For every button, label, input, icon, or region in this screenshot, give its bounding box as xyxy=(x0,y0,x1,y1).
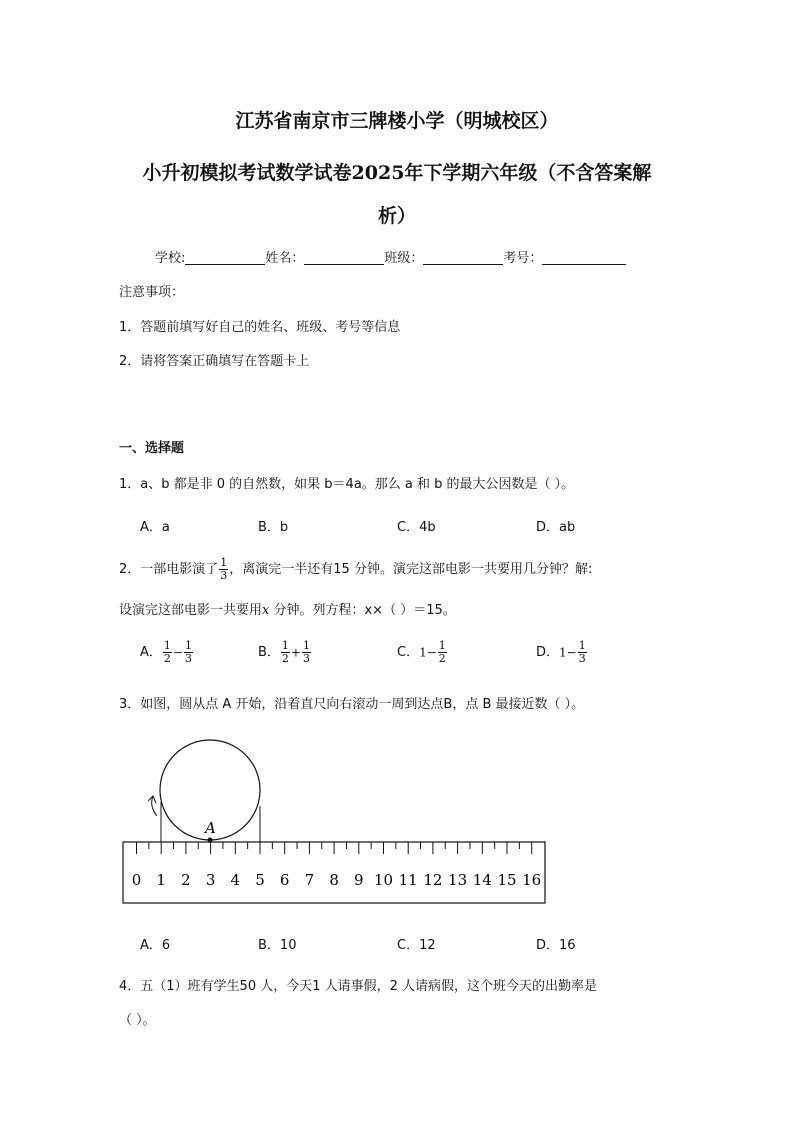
ruler-number: 15 xyxy=(497,871,517,889)
school-label: 学校: xyxy=(155,251,186,266)
q1-option-d[interactable]: D．ab xyxy=(536,520,576,535)
ruler-number: 2 xyxy=(181,871,191,889)
q2-text-before: 2．一部电影演了 xyxy=(119,562,219,577)
name-label: 姓名： xyxy=(265,251,305,266)
q3-option-d[interactable]: D．16 xyxy=(536,938,576,953)
q3-option-a[interactable]: A．6 xyxy=(140,938,171,953)
section-heading: 一、选择题 xyxy=(119,441,185,456)
ruler-number: 14 xyxy=(472,871,492,889)
ruler-number: 1 xyxy=(156,871,166,889)
ruler-number: 8 xyxy=(329,871,339,889)
ruler-ticks xyxy=(137,842,532,854)
q1-option-a[interactable]: A．a xyxy=(140,520,170,535)
q2-option-c[interactable]: C．1− $\frac{1}{2}$ xyxy=(397,639,446,665)
q2-option-d[interactable]: D．1− $\frac{1}{3}$ xyxy=(536,639,586,665)
ruler-number: 16 xyxy=(522,871,542,889)
question-1-text: 1．a、b 都是非 0 的自然数，如果 b＝4a。那么 a 和 b 的最大公因数是（ ）。 xyxy=(119,477,575,492)
notes-heading: 注意事项： xyxy=(119,285,185,300)
question-3-text: 3．如图，圆从点 A 开始，沿着直尺向右滚动一周到达点B，点 B 最接近数（ ）。 xyxy=(119,697,585,712)
ruler-number: 12 xyxy=(423,871,443,889)
q2-option-a[interactable]: A． $\frac{1}{2}$ − $\frac{1}{3}$ xyxy=(140,639,192,665)
exam-title-line3: 析） xyxy=(377,205,416,227)
ruler-number: 13 xyxy=(448,871,468,889)
q1-option-b[interactable]: B．b xyxy=(258,520,289,535)
exam-no-label: 考号： xyxy=(503,251,543,266)
question-2-line2: 设演完这部电影一共要用x 分钟。列方程：x×（ ）＝15。 xyxy=(119,603,456,618)
ruler-numbers xyxy=(132,871,542,889)
note-item-2: 2．请将答案正确填写在答题卡上 xyxy=(119,354,310,369)
ruler-number: 7 xyxy=(304,871,315,889)
ruler-number: 4 xyxy=(230,871,241,889)
class-label: 班级： xyxy=(384,251,424,266)
q2-fraction: $\frac{1}{3}$ xyxy=(220,556,228,582)
ruler-number: 5 xyxy=(255,871,265,889)
q2-variable: x xyxy=(262,603,270,618)
q1-option-c[interactable]: C．4b xyxy=(397,520,436,535)
ruler-number: 3 xyxy=(205,871,216,889)
q2-text-after: ，离演完一半还有15 分钟。演完这部电影一共要用几分钟？解: xyxy=(229,562,593,577)
note-item-1: 1．答题前填写好自己的姓名、班级、考号等信息 xyxy=(119,320,401,335)
question-4-line1: 4．五（1）班有学生50 人，今天1 人请事假，2 人请病假，这个班今天的出勤率是 xyxy=(119,979,598,994)
q3-option-c[interactable]: C．12 xyxy=(397,938,436,953)
q2-option-b[interactable]: B． $\frac{1}{2}$ + $\frac{1}{3}$ xyxy=(258,639,310,665)
question-4-line2: （ ）。 xyxy=(119,1013,156,1028)
ruler-number: 6 xyxy=(279,871,290,889)
q3-option-b[interactable]: B．10 xyxy=(258,938,297,953)
ruler-number: 11 xyxy=(398,871,418,889)
ruler-number: 9 xyxy=(354,871,364,889)
exam-title-line1: 江苏省南京市三牌楼小学（明城校区） xyxy=(235,110,559,132)
ruler-number: 0 xyxy=(131,871,142,889)
point-a-label: A xyxy=(205,819,216,837)
ruler-number: 10 xyxy=(373,871,394,889)
exam-title-line2: 小升初模拟考试数学试卷2025年下学期六年级（不含答案解 xyxy=(142,162,652,184)
